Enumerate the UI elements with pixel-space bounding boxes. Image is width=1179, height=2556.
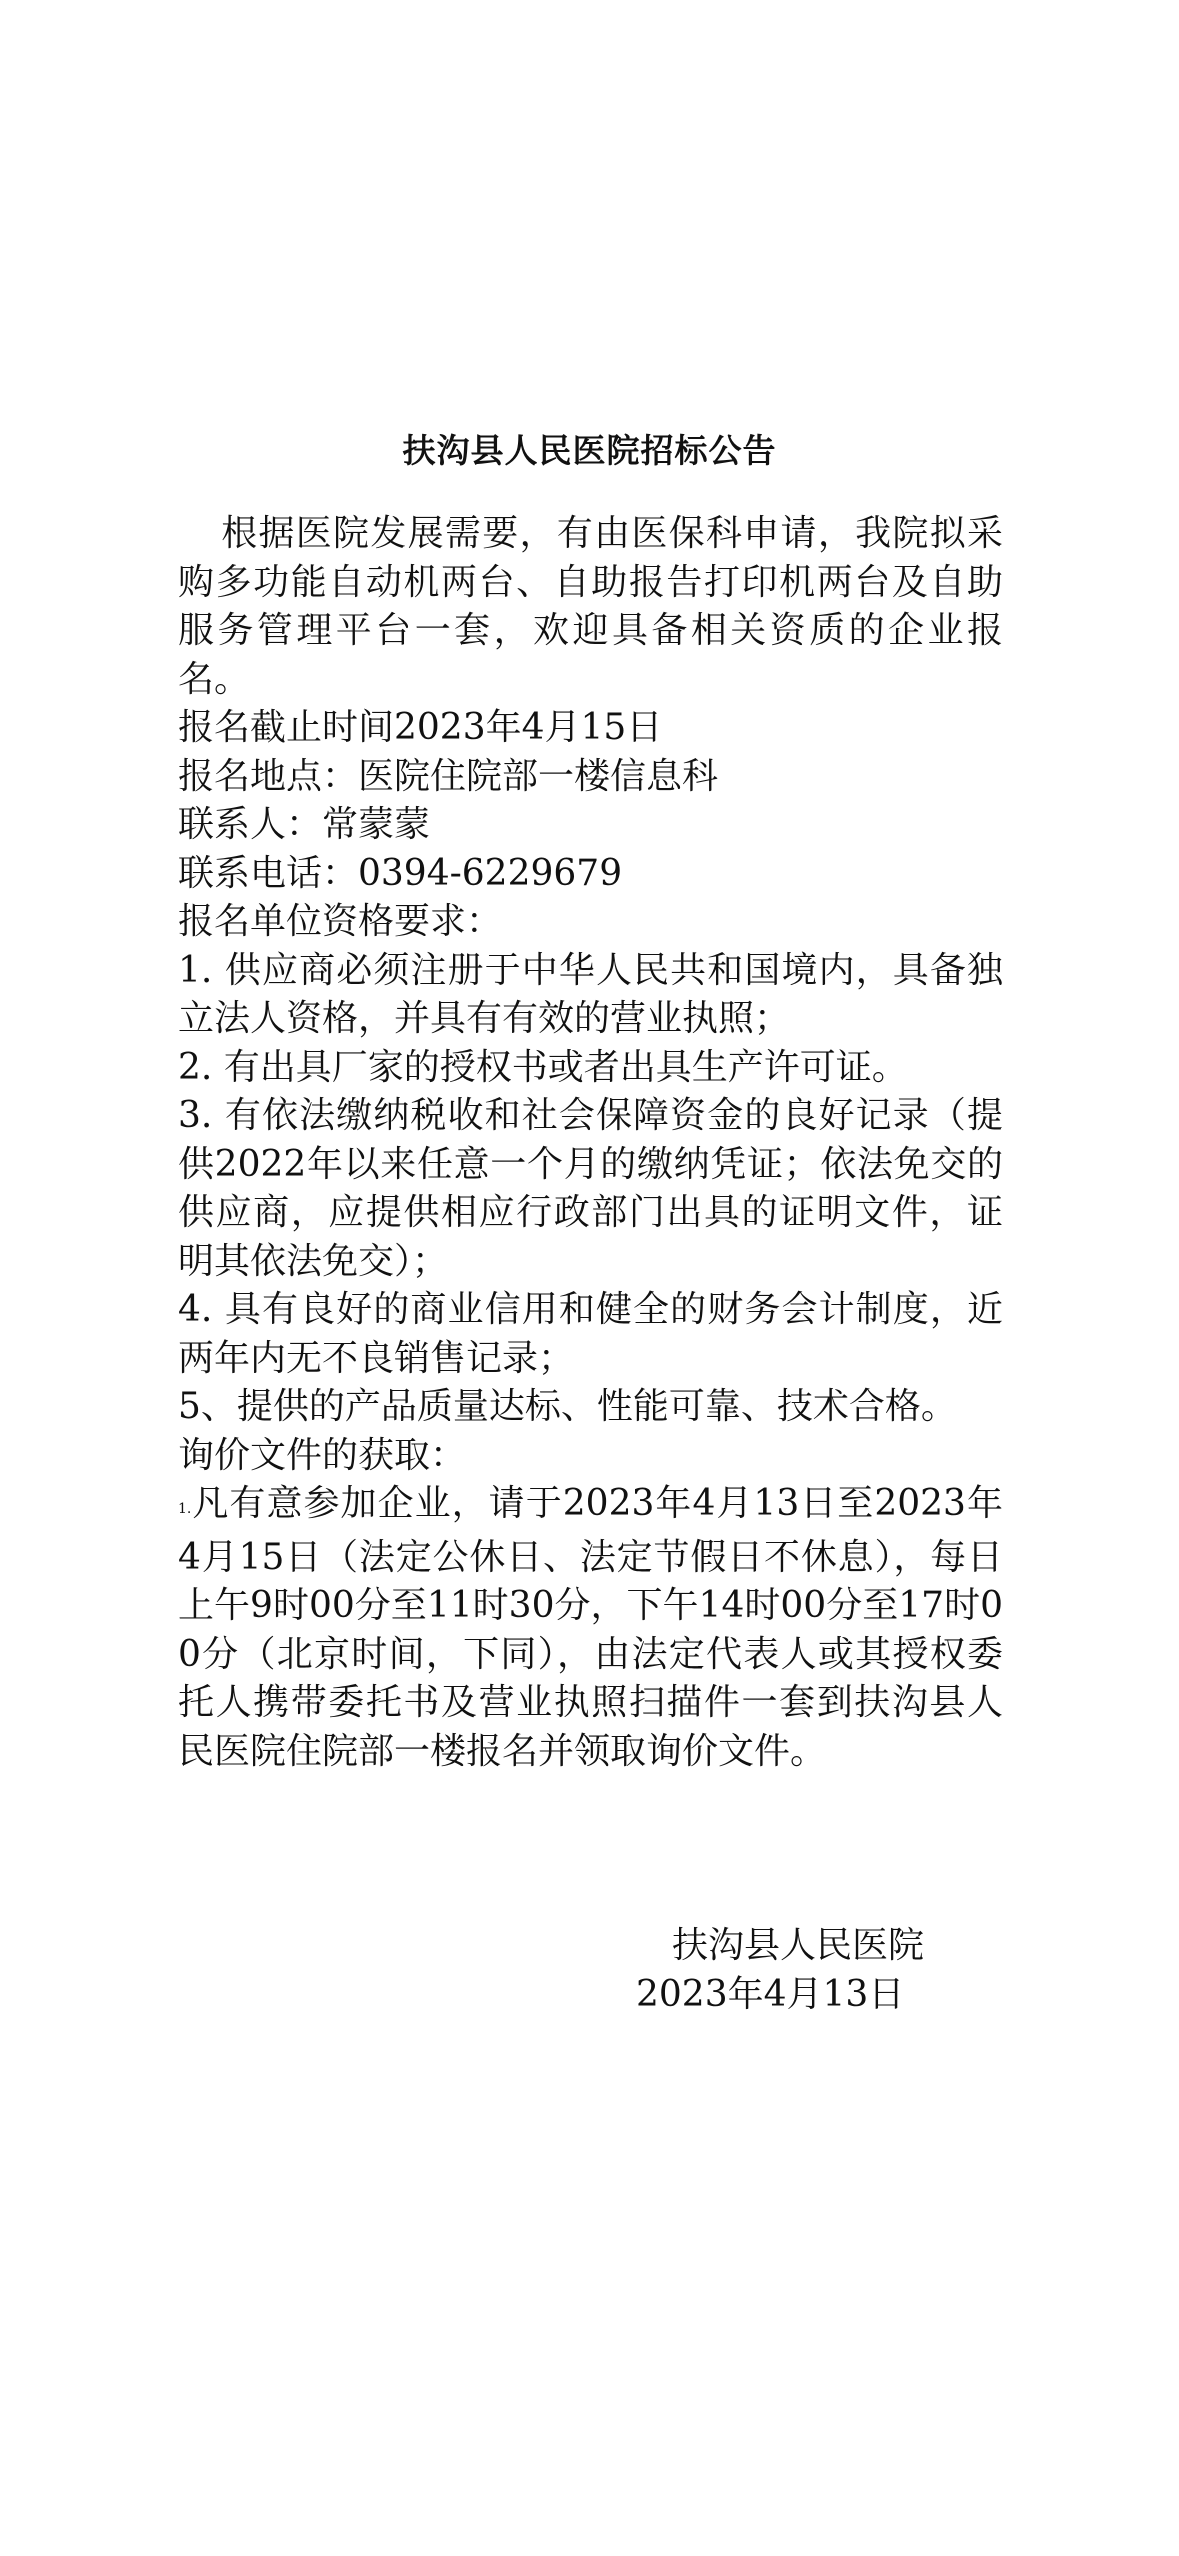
contact-person: 联系人：常蒙蒙 — [178, 804, 431, 845]
acquisition-item — [178, 1480, 1003, 1776]
contact-phone: 联系电话：0394-6229679 — [178, 852, 623, 894]
registration-location: 报名地点：医院住院部一楼信息科 — [178, 755, 719, 797]
requirement-item: 1. 供应商必须注册于中华人民共和国境内，具备独立法人资格，并具有有效的营业执照； — [178, 949, 1003, 1039]
signature-organization: 扶沟县人民医院 — [672, 1925, 925, 1966]
acquisition-heading: 询价文件的获取： — [178, 1434, 467, 1476]
document-title: 扶沟县人民医院招标公告 — [402, 431, 777, 470]
requirement-item: 4. 具有良好的商业信用和健全的财务会计制度，近两年内无不良销售记录； — [178, 1289, 1003, 1379]
requirement-item: 2. 有出具厂家的授权书或者出具生产许可证。 — [178, 1046, 908, 1088]
document-body — [178, 510, 1003, 1776]
requirements-heading: 报名单位资格要求： — [178, 901, 503, 942]
signature-date: 2023年4月13日 — [636, 1974, 905, 2015]
acquisition-item-number: 1. — [178, 1501, 192, 1517]
requirement-item: 5、提供的产品质量达标、性能可靠、技术合格。 — [178, 1386, 957, 1427]
registration-deadline: 报名截止时间2023年4月15日 — [178, 707, 663, 748]
requirement-item: 3. 有依法缴纳税收和社会保障资金的良好记录（提供2022年以来任意一个月的缴纳凭证；依法免交的供应商，应提供相应行政部门出具的证明文件，证明其依法免交）； — [178, 1095, 1003, 1282]
acquisition-item-text: 凡有意参加企业，请于2023年4月13日至2023年4月15日（法定公休日、法定节假日不休息），每日上午9时00分至11时30分，下午14时00分至17时00分（北京时间，下同），由法定代表人或其授权委托人携带委托书及营业执照扫描件一套到扶沟县人民医院住院部一楼报名并领取询价文件。 — [178, 1483, 1003, 1772]
intro-paragraph: 根据医院发展需要，有由医保科申请，我院拟采购多功能自动机两台、自助报告打印机两台及自助服务管理平台一套，欢迎具备相关资质的企业报名。 — [178, 513, 1003, 700]
